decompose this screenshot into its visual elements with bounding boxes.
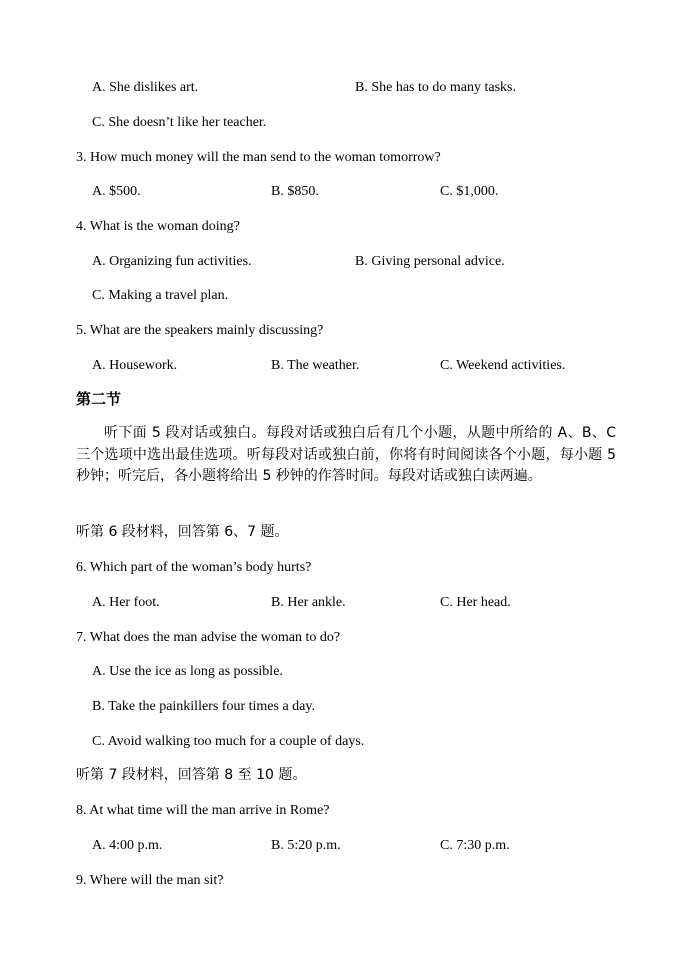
q8-option-c: C. 7:30 p.m. (440, 838, 510, 853)
group-label-7: 听第 7 段材料，回答第 8 至 10 题。 (76, 767, 307, 783)
q5-option-a: A. Housework. (92, 358, 178, 373)
q6-option-a: A. Her foot. (92, 595, 160, 610)
q4-option-c: C. Making a travel plan. (92, 288, 229, 303)
q7-stem: 7. What does the man advise the woman to do? (76, 630, 341, 645)
q6-option-b: B. Her ankle. (271, 595, 346, 610)
q6-stem: 6. Which part of the woman’s body hurts? (76, 560, 312, 575)
q7-option-b: B. Take the painkillers four times a day. (92, 699, 315, 714)
q5-option-b: B. The weather. (271, 358, 360, 373)
q3-option-b: B. $850. (271, 184, 319, 199)
group-label-6: 听第 6 段材料，回答第 6、7 题。 (76, 524, 289, 540)
q8-option-b: B. 5:20 p.m. (271, 838, 341, 853)
q4-stem: 4. What is the woman doing? (76, 219, 240, 234)
q3-option-a: A. $500. (92, 184, 141, 199)
q3-option-c: C. $1,000. (440, 184, 499, 199)
q5-stem: 5. What are the speakers mainly discussing? (76, 323, 324, 338)
q2-option-c: C. She doesn’t like her teacher. (92, 115, 267, 130)
section-heading: 第二节 (76, 390, 122, 408)
q2-option-b: B. She has to do many tasks. (355, 80, 516, 95)
q8-option-a: A. 4:00 p.m. (92, 838, 163, 853)
q8-stem: 8. At what time will the man arrive in Rome? (76, 803, 330, 818)
q7-option-c: C. Avoid walking too much for a couple of days. (92, 734, 365, 749)
q9-stem: 9. Where will the man sit? (76, 873, 224, 888)
q7-option-a: A. Use the ice as long as possible. (92, 664, 283, 679)
q2-option-a: A. She dislikes art. (92, 80, 199, 95)
q5-option-c: C. Weekend activities. (440, 358, 566, 373)
q4-option-a: A. Organizing fun activities. (92, 254, 252, 269)
section-instructions: 听下面 5 段对话或独白。每段对话或独白后有几个小题，从题中所给的 A、B、C 三个选项中选出最佳选项。听每段对话或独白前，你将有时间阅读各个小题，每小题 5 秒钟；听完后，各小题将给出 5 秒钟的作答时间。每段对话或独白读两遍。 (76, 425, 616, 484)
q3-stem: 3. How much money will the man send to the woman tomorrow? (76, 150, 441, 165)
q4-option-b: B. Giving personal advice. (355, 254, 505, 269)
q6-option-c: C. Her head. (440, 595, 511, 610)
